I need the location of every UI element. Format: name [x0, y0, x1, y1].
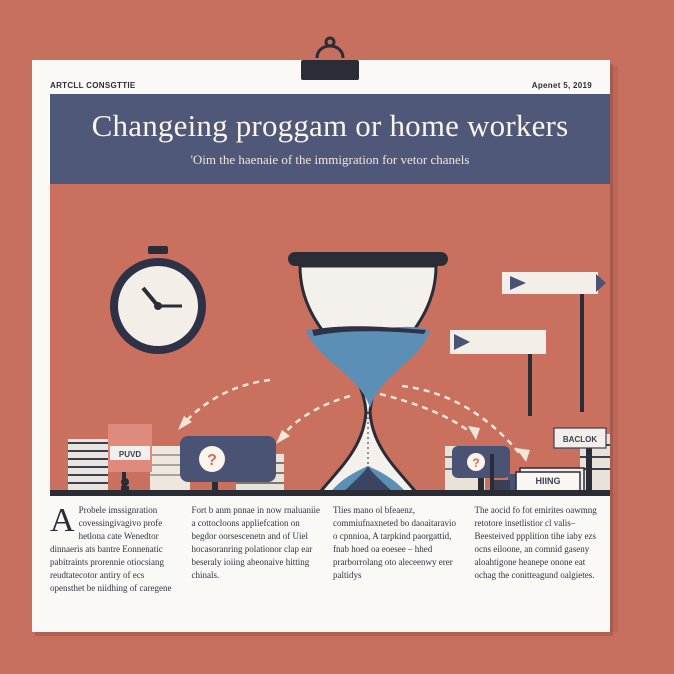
stopwatch-icon — [110, 246, 206, 354]
document-title: HIING — [535, 476, 561, 486]
masthead-date: Apenet 5, 2019 — [531, 80, 592, 90]
headline-banner — [50, 94, 610, 184]
illustration — [50, 184, 610, 496]
article-body — [50, 504, 604, 622]
left-tag-text: PUVD — [118, 450, 142, 459]
post — [490, 454, 494, 494]
subhead: 'Oim the haenaie of the immigration for vetor chanels — [190, 152, 470, 167]
column-text: Fort b anm pnnae in now rnaluaniie a cottocloons appliefcation on begdor oorsescenetn and of Uiel hocasoranring polationor clap ear beseraly ioiing abeonaive hitting chinals. — [191, 505, 320, 580]
backlog-text: BACLOK — [562, 435, 598, 444]
column-text: The aocid fo fot emirites oawmng retotore insetlistior cl valis– Beesteived ppplition tihe iaby ezs ocns eiloone, an comnid gaseny aloahtigone heanepe onone eat ochag the conitteagund oalgietes. — [474, 505, 597, 580]
column-text: Tlies mano ol bfeaenz, commiufnaxneted bo daoaitaravio o cpnnioa, A tarpkind paorgattid, fnab hoed oa eoesee – hhed prarborrolang oto aleceenwy erer paltidys — [333, 505, 456, 580]
article-column-2 — [192, 504, 322, 622]
illustration-art — [50, 184, 610, 496]
hourglass-icon — [288, 252, 448, 496]
masthead-left: ARTCLL CONSGTTIE — [50, 80, 136, 90]
binder-clip-icon — [299, 36, 361, 82]
headline: Changeing proggam or home workers — [91, 108, 569, 143]
article-column-3 — [333, 504, 463, 622]
article-column-4 — [475, 504, 605, 622]
left-tag-sign — [108, 424, 152, 494]
article-page — [32, 60, 610, 632]
page-shadow — [610, 66, 618, 632]
article-column-1 — [50, 504, 180, 622]
column-text: Probele imssignration covessingivagivo profe hetlona cate Wenedtor dinnaeris ats bantre Eonnenatic pabitraints prorennie otiocsiang reudtatecotor antiry of ecs opensthet be niidhing of caregene — [50, 505, 172, 593]
ground-line — [50, 490, 610, 496]
arrow-sign-icon — [450, 272, 606, 416]
dropcap: A — [50, 502, 75, 539]
svg-text:?: ? — [472, 456, 480, 470]
question-mark: ? — [207, 452, 217, 469]
